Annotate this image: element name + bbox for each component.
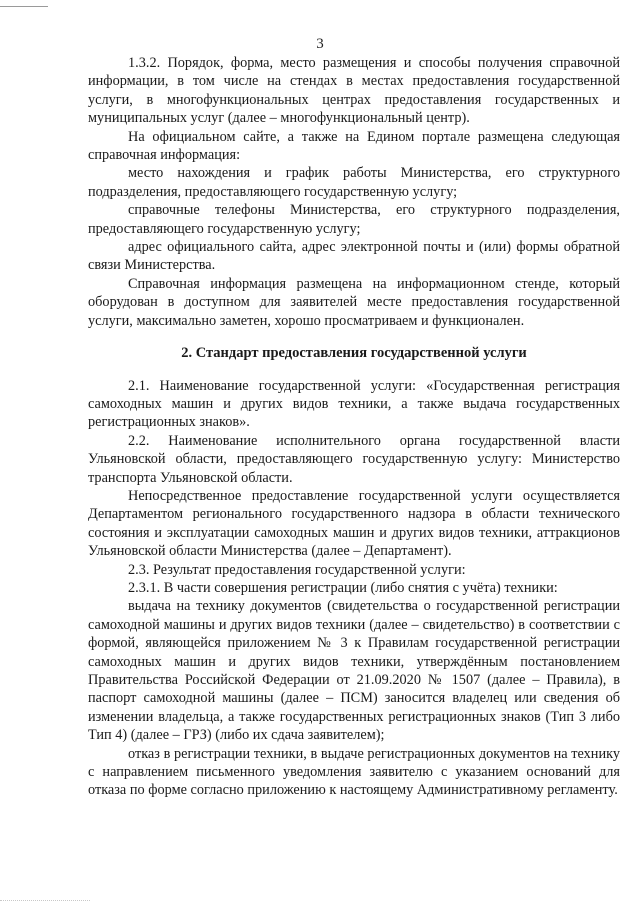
document-body xyxy=(88,54,620,800)
paragraph-2-2: 2.2. Наименование исполнительного органа государственной власти Ульяновской области, предоставляющего государственную услугу: Министерство транспорта Ульяновской области. xyxy=(88,432,620,486)
paragraph-2-3: 2.3. Результат предоставления государственной услуги: xyxy=(128,561,466,578)
paragraph-site-address: адрес официального сайта, адрес электронной почты и (или) формы обратной связи Министерства. xyxy=(88,239,620,274)
paragraph-phones: справочные телефоны Министерства, его структурного подразделения, предоставляющего государственную услугу; xyxy=(88,202,620,237)
paragraph-refusal: отказ в регистрации техники, в выдаче регистрационных документов на технику с направлением письменного уведомления заявителю с указанием оснований для отказа по форме согласно приложению к настоящему Административному регламенту. xyxy=(88,745,620,799)
paragraph-location-schedule: место нахождения и график работы Министерства, его структурного подразделения, предоставляющего государственную услугу; xyxy=(88,165,620,200)
paragraph-reference-info: На официальном сайте, а также на Едином портале размещена следующая справочная информация: xyxy=(88,128,620,164)
paragraph-info-stand: Справочная информация размещена на информационном стенде, который оборудован в доступном для заявителей месте предоставления государственной услуги, максимально заметен, хорошо просматриваем и функционален. xyxy=(88,275,620,329)
paragraph-2-3-1: 2.3.1. В части совершения регистрации (либо снятия с учёта) техники: xyxy=(128,579,558,596)
paragraph-department: Непосредственное предоставление государственной услуги осуществляется Департаментом регионального государственного надзора в области технического состояния и эксплуатации самоходных машин и других видов техники, аттракционов Ульяновской области Министерства (далее – Департамент). xyxy=(88,487,620,560)
page-number: 3 xyxy=(316,36,324,52)
paragraph-1-3-2: 1.3.2. Порядок, форма, место размещения и способы получения справочной информации, в том числе на стендах в местах предоставления государственной услуги, в многофункциональных центрах предоставления государственных и муниципальных услуг (далее – многофункциональный центр). xyxy=(88,55,620,127)
header-rule xyxy=(0,6,48,7)
paragraph-2-1: 2.1. Наименование государственной услуги: «Государственная регистрация самоходных машин и других видов техники, а также выдача государственных регистрационных знаков». xyxy=(88,377,620,431)
paragraph-issuance: выдача на технику документов (свидетельства о государственной регистрации самоходной машины и других видов техники (далее – свидетельство) в соответствии с формой, являющейся приложением № 3 к Правилам государственной регистрации самоходных машин и других видов техники, утверждённым постановлением Правительства Российской Федерации от 21.09.2020 № 1507 (далее – Правила), в паспорт самоходной машины (далее – ПСМ) заносится владелец или сведения об изменении владельца, а также государственных регистрационных знаков (Тип 3 либо Тип 4) (далее – ГРЗ) (либо их сдача заявителем); xyxy=(88,598,620,744)
footer-rule xyxy=(0,900,90,901)
section-heading: 2. Стандарт предоставления государственной услуги xyxy=(181,345,527,362)
